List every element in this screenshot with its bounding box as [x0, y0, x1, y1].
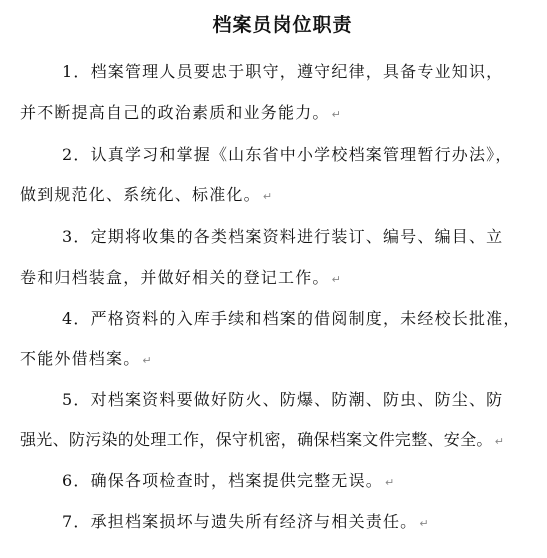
- item-1-line-2: 并不断提高自己的政治素质和业务能力。 ↵: [20, 103, 343, 122]
- item-6-line-1: 6．确保各项检查时，档案提供完整无误。 ↵: [62, 471, 396, 490]
- item-5-line-1: 5．对档案资料要做好防火、防爆、防潮、防虫、防尘、防: [62, 390, 504, 409]
- paragraph-mark-icon: ↵: [331, 273, 343, 286]
- item-4-line-1: 4．严格资料的入库手续和档案的借阅制度，未经校长批准，: [62, 309, 521, 328]
- item-7-line-1: 7．承担档案损坏与遗失所有经济与相关责任。 ↵: [62, 512, 430, 531]
- paragraph-mark-icon: ↵: [384, 476, 396, 489]
- item-3-line-1: 3．定期将收集的各类档案资料进行装订、编号、编目、立: [62, 227, 504, 246]
- paragraph-mark-icon: ↵: [419, 517, 430, 530]
- item-2-line-2: 做到规范化、系统化、标准化。 ↵: [20, 185, 274, 204]
- document-title: 档案员岗位职责: [212, 14, 353, 36]
- item-1-line-1: 1．档案管理人员要忠于职守，遵守纪律，具备专业知识，: [62, 62, 504, 81]
- item-4-line-2: 不能外借档案。 ↵: [20, 349, 153, 368]
- item-2-line-1: 2．认真学习和掌握《山东省中小学校档案管理暂行办法》，: [62, 145, 513, 164]
- item-3-line-2: 卷和归档装盒，并做好相关的登记工作。 ↵: [20, 268, 343, 287]
- paragraph-mark-icon: ↵: [331, 108, 343, 121]
- paragraph-mark-icon: ↵: [142, 354, 153, 367]
- item-5-line-2: 强光、防污染的处理工作，保守机密，确保档案文件完整、安全。 ↵: [20, 430, 505, 449]
- paragraph-mark-icon: ↵: [494, 435, 505, 448]
- paragraph-mark-icon: ↵: [262, 190, 274, 203]
